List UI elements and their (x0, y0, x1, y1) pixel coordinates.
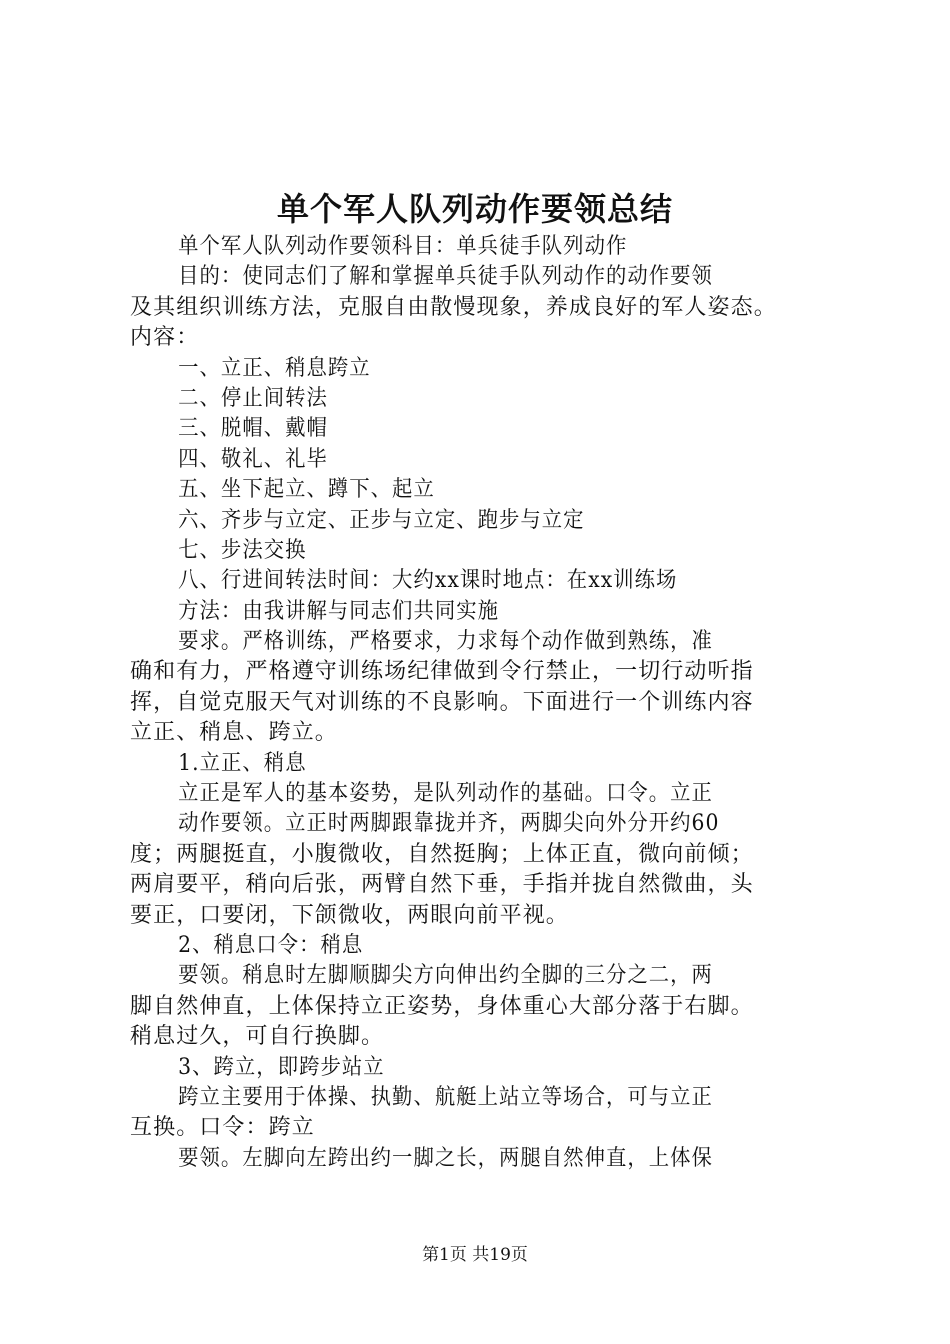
body-line: 动作要领。立正时两脚跟靠拢并齐，两脚尖向外分开约60 (178, 811, 720, 837)
document-title: 单个军人队列动作要领总结 (276, 190, 673, 228)
body-line: 六、齐步与立定、正步与立定、跑步与立定 (178, 507, 585, 533)
body-line: 跨立主要用于体操、执勤、航艇上站立等场合，可与立正 (178, 1084, 713, 1110)
body-line: 确和有力，严格遵守训练场纪律做到令行禁止，一切行动听指 (130, 659, 754, 685)
body-line: 五、坐下起立、蹲下、起立 (178, 477, 435, 503)
body-line: 度；两腿挺直，小腹微收，自然挺胸；上体正直，微向前倾； (130, 841, 754, 867)
body-line: 七、步法交换 (178, 537, 307, 563)
body-line: 3、跨立，即跨步站立 (178, 1054, 385, 1080)
body-line: 四、敬礼、礼毕 (178, 446, 328, 472)
body-line: 要领。稍息时左脚顺脚尖方向伸出约全脚的三分之二，两 (178, 963, 713, 989)
body-line: 二、停止间转法 (178, 385, 328, 411)
body-line: 单个军人队列动作要领科目：单兵徒手队列动作 (178, 234, 628, 259)
body-line: 立正是军人的基本姿势，是队列动作的基础。口令。立正 (178, 781, 713, 807)
body-line: 稍息过久，可自行换脚。 (130, 1024, 385, 1050)
body-line: 三、脱帽、戴帽 (178, 416, 328, 442)
body-line: 要求。严格训练，严格要求，力求每个动作做到熟练，准 (178, 629, 713, 655)
body-line: 方法：由我讲解与同志们共同实施 (178, 598, 500, 624)
body-line: 内容： (130, 325, 200, 351)
body-line: 八、行进间转法时间：大约xx课时地点：在xx训练场 (178, 568, 678, 594)
body-line: 脚自然伸直，上体保持立正姿势，身体重心大部分落于右脚。 (130, 993, 754, 1019)
body-line: 要正，口要闭，下颌微收，两眼向前平视。 (130, 902, 569, 928)
body-line: 互换。口令：跨立 (130, 1115, 315, 1141)
body-line: 两肩要平，稍向后张，两臂自然下垂，手指并拢自然微曲，头 (130, 872, 754, 898)
body-line: 立正、稍息、跨立。 (130, 720, 338, 746)
body-line: 挥，自觉克服天气对训练的不良影响。下面进行一个训练内容 (130, 689, 754, 715)
body-line: 及其组织训练方法，克服自由散慢现象，养成良好的军人姿态。 (130, 294, 777, 320)
body-line: 目的：使同志们了解和掌握单兵徒手队列动作的动作要领 (178, 264, 713, 290)
body-line: 要领。左脚向左跨出约一脚之长，两腿自然伸直，上体保 (178, 1145, 713, 1171)
body-line: 1.立正、稍息 (178, 750, 307, 776)
page-footer: 第1页 共19页 (422, 1245, 528, 1265)
body-line: 2、稍息口令：稍息 (178, 932, 364, 958)
body-line: 一、立正、稍息跨立 (178, 355, 371, 381)
document-body (130, 232, 830, 1174)
